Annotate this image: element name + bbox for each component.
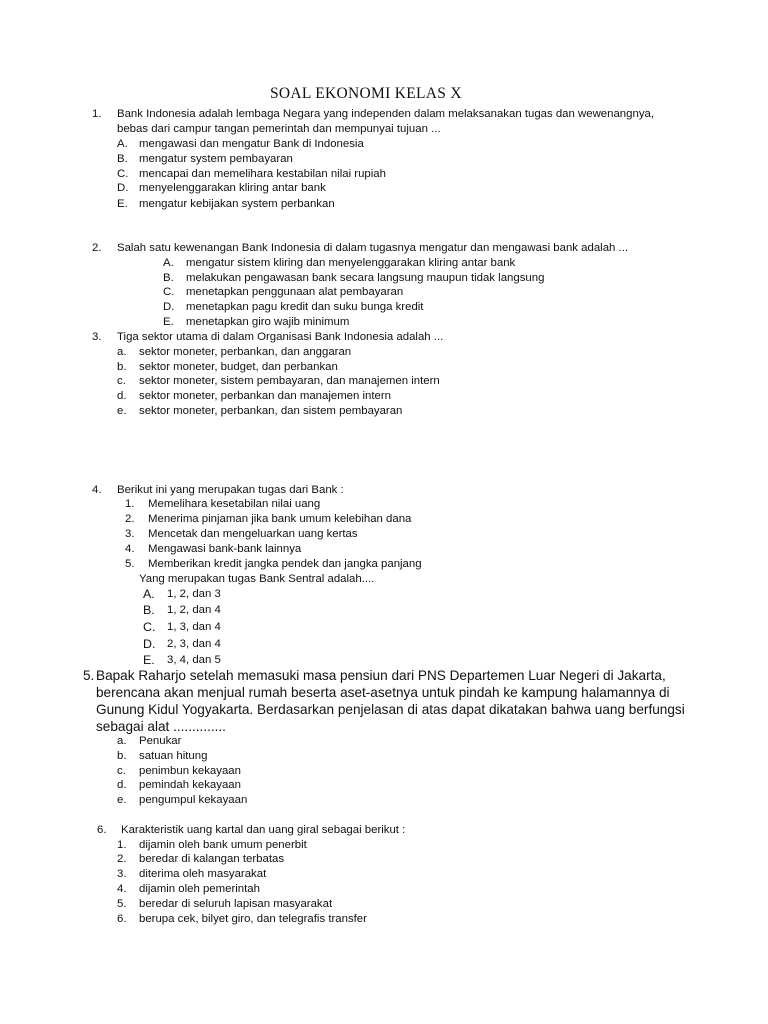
- q1-number: 1.: [92, 108, 102, 120]
- q4-option-marker: C.: [143, 620, 156, 634]
- q4-item-text: Mencetak dan mengeluarkan uang kertas: [148, 528, 358, 540]
- q1-text-line-2: bebas dari campur tangan pemerintah dan mempunyai tujuan ...: [117, 123, 441, 135]
- q4-option-marker: B.: [143, 603, 155, 617]
- q2-option-text: menetapkan giro wajib minimum: [186, 316, 350, 328]
- q4-option-marker: A.: [143, 587, 155, 601]
- q2-option-marker: D.: [163, 301, 175, 313]
- q3-text-line-1: Tiga sektor utama di dalam Organisasi Bank Indonesia adalah ...: [117, 331, 444, 343]
- q4-item-text: Menerima pinjaman jika bank umum kelebihan dana: [148, 513, 412, 525]
- q4-item-marker: 5.: [125, 558, 135, 570]
- q5-option-text: pemindah kekayaan: [139, 779, 241, 791]
- q2-option-marker: B.: [163, 272, 174, 284]
- q5-option-text: pengumpul kekayaan: [139, 794, 248, 806]
- q6-item-marker: 6.: [117, 913, 127, 925]
- q4-option-text: 1, 2, dan 4: [167, 604, 221, 616]
- q2-number: 2.: [92, 242, 102, 254]
- q3-option-marker: a.: [117, 346, 127, 358]
- q4-option-text: 3, 4, dan 5: [167, 654, 221, 666]
- q5-option-marker: a.: [117, 735, 127, 747]
- q3-option-marker: c.: [117, 375, 126, 387]
- q5-option-marker: d.: [117, 779, 127, 791]
- q6-item-marker: 4.: [117, 883, 127, 895]
- q4-option-marker: D.: [143, 637, 156, 651]
- q3-option-text: sektor moneter, perbankan, dan anggaran: [139, 346, 352, 358]
- q2-option-text: menetapkan penggunaan alat pembayaran: [186, 286, 404, 298]
- q6-item-text: dijamin oleh bank umum penerbit: [139, 839, 307, 851]
- q1-option-text: menyelenggarakan kliring antar bank: [139, 182, 326, 194]
- q2-option-text: mengatur sistem kliring dan menyelenggarakan kliring antar bank: [186, 257, 516, 269]
- q2-option-text: menetapkan pagu kredit dan suku bunga kredit: [186, 301, 424, 313]
- q4-item-marker: 1.: [125, 498, 135, 510]
- q5-option-text: satuan hitung: [139, 750, 208, 762]
- q3-option-text: sektor moneter, sistem pembayaran, dan manajemen intern: [139, 375, 440, 387]
- q3-option-text: sektor moneter, perbankan, dan sistem pembayaran: [139, 405, 403, 417]
- q6-item-text: berupa cek, bilyet giro, dan telegrafis transfer: [139, 913, 367, 925]
- q6-number: 6.: [97, 824, 107, 836]
- q6-item-marker: 1.: [117, 839, 127, 851]
- page-title: SOAL EKONOMI KELAS X: [270, 85, 462, 102]
- q2-option-text: melakukan pengawasan bank secara langsung maupun tidak langsung: [186, 272, 545, 284]
- q4-option-text: 2, 3, dan 4: [167, 638, 221, 650]
- q1-text-line-1: Bank Indonesia adalah lembaga Negara yang independen dalam melaksanakan tugas dan wewenangnya,: [117, 108, 655, 120]
- q6-item-text: diterima oleh masyarakat: [139, 868, 267, 880]
- q4-item-marker: 3.: [125, 528, 135, 540]
- q3-option-text: sektor moneter, perbankan dan manajemen intern: [139, 390, 392, 402]
- q2-option-marker: A.: [163, 257, 174, 269]
- q3-option-marker: b.: [117, 361, 127, 373]
- q5-option-text: Penukar: [139, 735, 182, 747]
- q4-item-text: Memberikan kredit jangka pendek dan jangka panjang: [148, 558, 422, 570]
- q6-item-text: dijamin oleh pemerintah: [139, 883, 260, 895]
- q4-option-marker: E.: [143, 653, 155, 667]
- q1-option-marker: D.: [117, 182, 129, 194]
- q5-option-marker: b.: [117, 750, 127, 762]
- q3-option-text: sektor moneter, budget, dan perbankan: [139, 361, 338, 373]
- q6-item-marker: 2.: [117, 853, 127, 865]
- q2-option-marker: C.: [163, 286, 175, 298]
- q3-option-marker: e.: [117, 405, 127, 417]
- q1-option-text: mencapai dan memelihara kestabilan nilai rupiah: [139, 168, 386, 180]
- q6-item-text: beredar di kalangan terbatas: [139, 853, 285, 865]
- q4-text-line-1: Berikut ini yang merupakan tugas dari Bank :: [117, 484, 344, 496]
- q5-option-text: penimbun kekayaan: [139, 765, 241, 777]
- q4-item-text: Mengawasi bank-bank lainnya: [148, 543, 302, 555]
- q5-text-line-2: berencana akan menjual rumah beserta aset-asetnya untuk pindah ke kampung halamannya di: [96, 685, 670, 700]
- q3-option-marker: d.: [117, 390, 127, 402]
- q5-option-marker: c.: [117, 765, 126, 777]
- q1-option-marker: B.: [117, 153, 128, 165]
- q1-option-text: mengatur system pembayaran: [139, 153, 293, 165]
- q5-text-line-4: sebagai alat ..............: [96, 719, 226, 734]
- q5-text-line-1: Bapak Raharjo setelah memasuki masa pensiun dari PNS Departemen Luar Negeri di Jakarta,: [96, 668, 666, 683]
- q4-option-text: 1, 3, dan 4: [167, 621, 221, 633]
- q1-option-text: mengawasi dan mengatur Bank di Indonesia: [139, 138, 364, 150]
- q3-number: 3.: [92, 331, 102, 343]
- q4-number: 4.: [92, 484, 102, 496]
- q5-text-line-3: Gunung Kidul Yogyakarta. Berdasarkan penjelasan di atas dapat dikatakan bahwa uang berfungsi: [96, 702, 685, 717]
- q2-text-line-1: Salah satu kewenangan Bank Indonesia di dalam tugasnya mengatur dan mengawasi bank adalah ...: [117, 242, 629, 254]
- q4-item-text: Memelihara kesetabilan nilai uang: [148, 498, 321, 510]
- q4-sub-question: Yang merupakan tugas Bank Sentral adalah....: [139, 573, 375, 585]
- q6-item-marker: 3.: [117, 868, 127, 880]
- q1-option-marker: A.: [117, 138, 128, 150]
- q6-item-marker: 5.: [117, 898, 127, 910]
- q6-item-text: beredar di seluruh lapisan masyarakat: [139, 898, 333, 910]
- q4-item-marker: 2.: [125, 513, 135, 525]
- q5-number: 5.: [83, 668, 95, 683]
- q4-option-text: 1, 2, dan 3: [167, 588, 221, 600]
- q5-option-marker: e.: [117, 794, 127, 806]
- q2-option-marker: E.: [163, 316, 174, 328]
- q1-option-text: mengatur kebijakan system perbankan: [139, 198, 335, 210]
- q1-option-marker: C.: [117, 168, 129, 180]
- q6-text-line-1: Karakteristik uang kartal dan uang giral sebagai berikut :: [121, 824, 406, 836]
- q4-item-marker: 4.: [125, 543, 135, 555]
- q1-option-marker: E.: [117, 198, 128, 210]
